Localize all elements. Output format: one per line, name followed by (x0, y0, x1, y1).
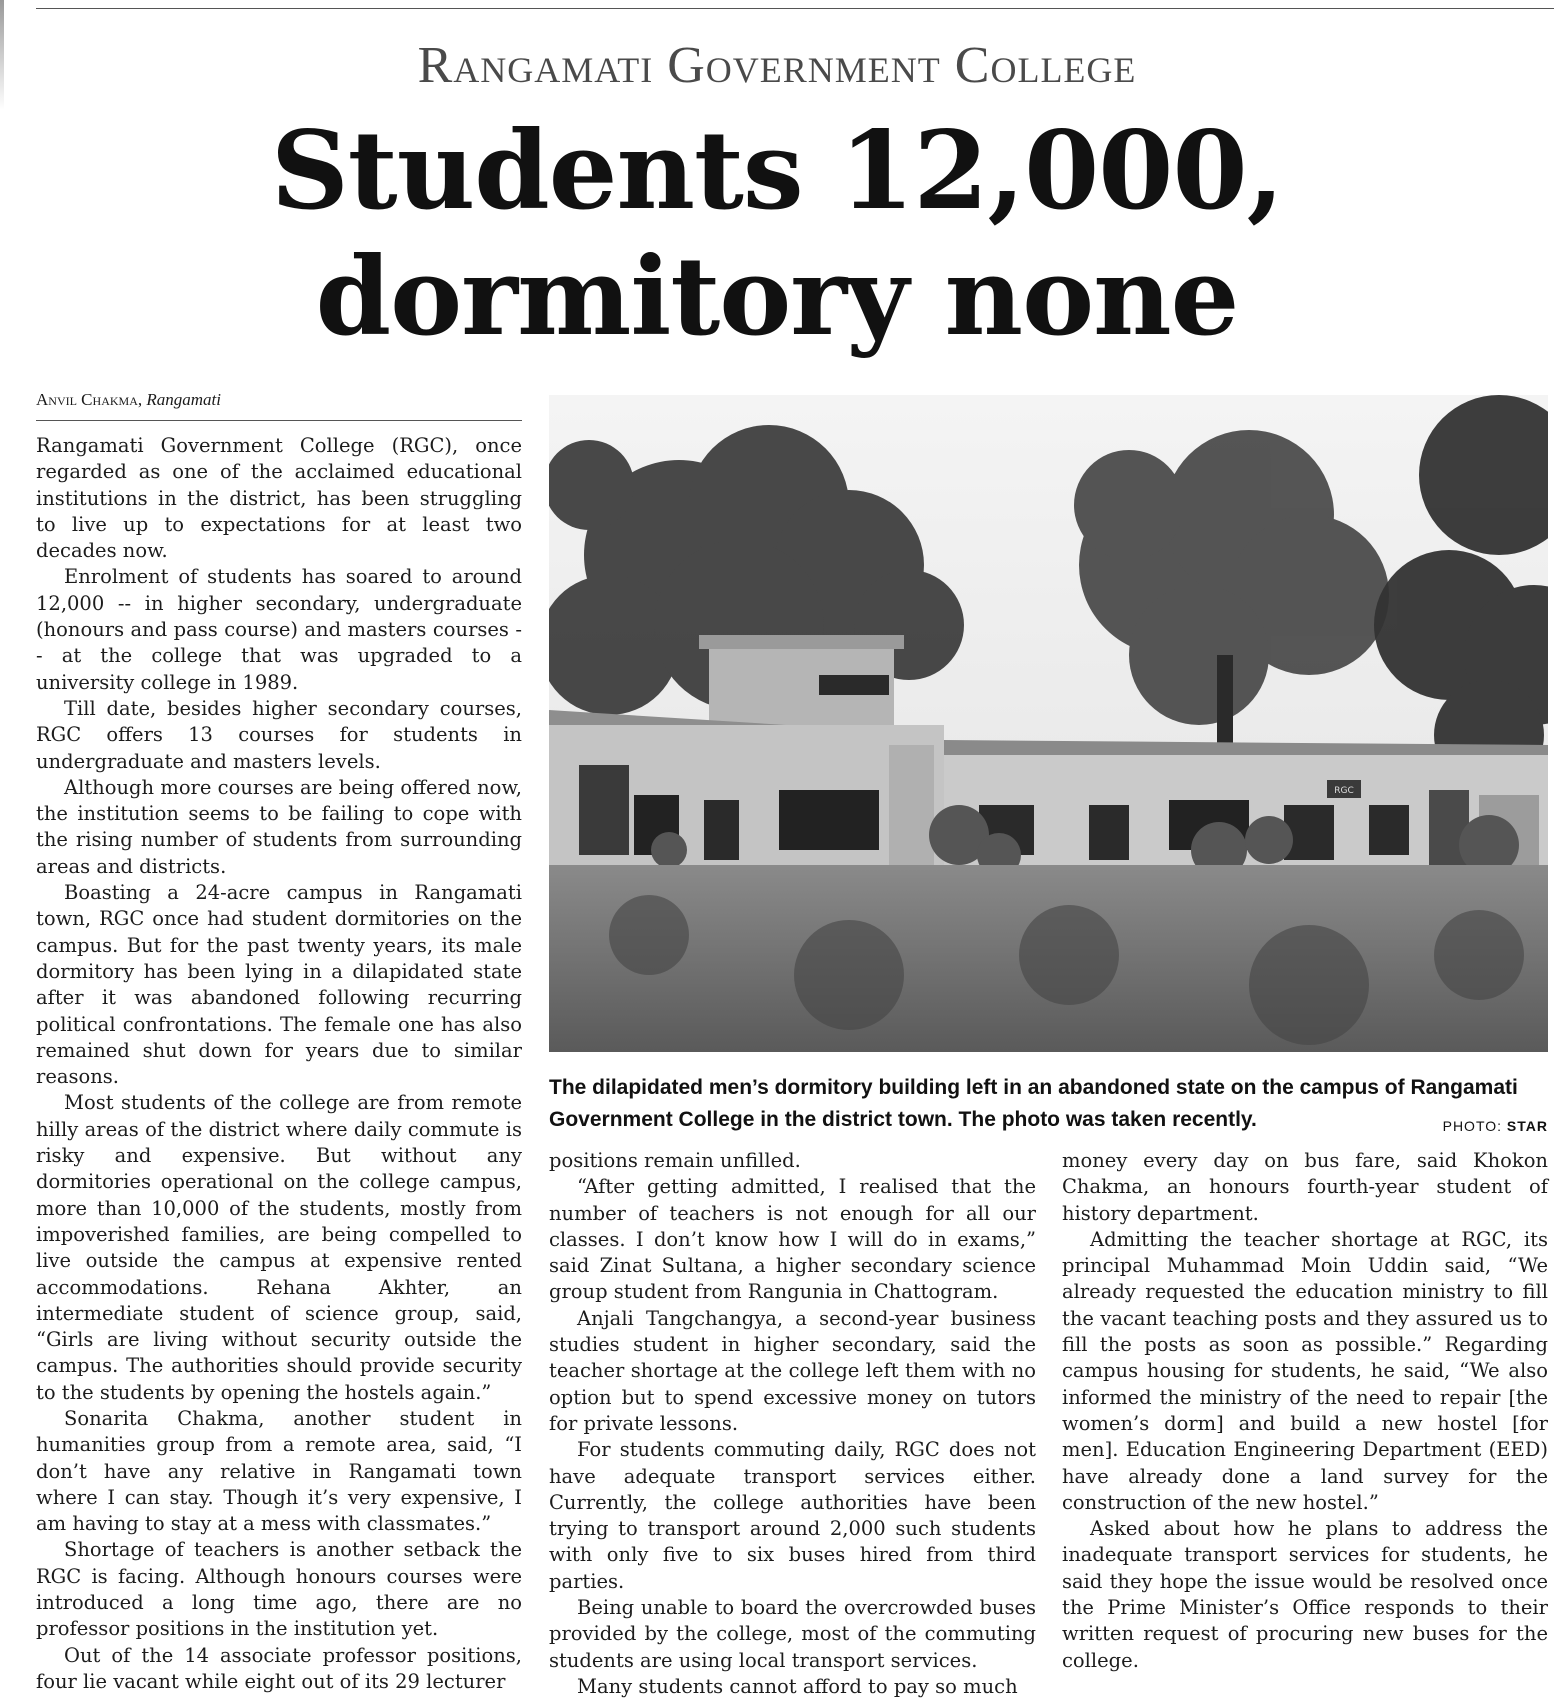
article-column-1 (36, 433, 522, 1695)
paragraph: Admitting the teacher shortage at RGC, its principal Muhammad Moin Uddin said, “We already requested the education ministry to fill the vacant teaching posts and they assured us to fill the posts as soon as possible.” Regarding campus housing for students, he said, “We also informed the ministry of the need to repair [the women’s dorm] and build a new hostel [for men]. Education Engineering Department (EED) have already done a land survey for the construction of the new hostel.” (1062, 1227, 1548, 1514)
paragraph: Sonarita Chakma, another student in humanities group from a remote area, said, “I don’t have any relative in Rangamati town where I can stay. Though it’s very expensive, I am having to stay at a mess with classmates.” (36, 1406, 522, 1536)
paragraph: Asked about how he plans to address the inadequate transport services for students, he said they hope the issue would be resolved once the Prime Minister’s Office responds to their written request of procuring new buses for the college. (1062, 1517, 1548, 1672)
headline-line-2: dormitory none (315, 234, 1239, 360)
paragraph: Although more courses are being offered now, the institution seems to be failing to cope with the rising number of students from surrounding areas and districts. (36, 775, 522, 878)
paragraph: Out of the 14 associate professor positions, four lie vacant while eight out of its 29 lecturer (36, 1643, 522, 1693)
dormitory-photo (549, 395, 1548, 1052)
photo-credit-label: PHOTO: (1442, 1118, 1503, 1134)
article-column-2 (549, 1148, 1036, 1700)
top-rule (36, 8, 1554, 9)
paragraph: Anjali Tangchangya, a second-year business studies student in higher secondary, said the teacher shortage at the college left them with no option but to spend excessive money on tutors for private lessons. (549, 1306, 1036, 1435)
byline-author: Anvil Chakma, (36, 390, 143, 409)
paragraph: Rangamati Government College (RGC), once regarded as one of the acclaimed educational institutions in the district, has been struggling to live up to expectations for at least two decades now. (36, 434, 522, 563)
caption-text: The dilapidated men’s dormitory building left in an abandoned state on the campus of Rangamati Government College in the district town. The photo was taken recently. (549, 1076, 1518, 1131)
paragraph: “After getting admitted, I realised that the number of teachers is not enough for all our classes. I don’t know how I will do in exams,” said Zinat Sultana, a higher secondary science group student from Rangunia in Chattogram. (549, 1175, 1036, 1304)
byline (36, 390, 522, 421)
dormitory-photo-illustration (549, 395, 1548, 1052)
paragraph: positions remain unfilled. (549, 1149, 801, 1172)
photo-credit-source: STAR (1506, 1118, 1548, 1134)
section-kicker: Rangamati Government College (417, 37, 1137, 94)
paragraph: Till date, besides higher secondary courses, RGC offers 13 courses for students in undergraduate and masters levels. (36, 696, 522, 773)
paragraph: Enrolment of students has soared to around 12,000 -- in higher secondary, undergraduate (honours and pass course) and masters courses -- at the college that was upgraded to a university college in 1989. (36, 565, 522, 694)
paragraph: Boasting a 24-acre campus in Rangamati town, RGC once had student dormitories on the campus. But for the past twenty years, its male dormitory has been lying in a dilapidated state after it was abandoned following recurring political confrontations. The female one has also remained shut down for years due to similar reasons. (36, 881, 522, 1089)
byline-place: Rangamati (146, 390, 221, 409)
headline-line-1: Students 12,000, (270, 108, 1284, 234)
paragraph: Most students of the college are from remote hilly areas of the district where daily commute is risky and expensive. But without any dormitories operational on the college campus, more than 10,000 of the students, mostly from impoverished families, are being compelled to live outside the campus at expensive rented accommodations. Rehana Akhter, an intermediate student of science group, said, “Girls are living without security outside the campus. The authorities should provide security to the students by opening the hostels again.” (36, 1091, 522, 1404)
paragraph: Being unable to board the overcrowded buses provided by the college, most of the commuting students are using local transport services. (549, 1596, 1036, 1672)
building-sign: RGC (1334, 786, 1354, 796)
photo-credit (1443, 1110, 1548, 1142)
paragraph: Shortage of teachers is another setback the RGC is facing. Although honours courses were introduced a long time ago, there are no professor positions in the institution yet. (36, 1538, 522, 1641)
article-column-3 (1062, 1148, 1548, 1674)
paragraph: money every day on bus fare, said Khokon Chakma, an honours fourth-year student of history department. (1062, 1149, 1548, 1225)
headline (0, 108, 1554, 360)
photo-caption (549, 1072, 1548, 1142)
paragraph: Many students cannot afford to pay so much (577, 1674, 1018, 1698)
paragraph: For students commuting daily, RGC does not have adequate transport services either. Currently, the college authorities have been trying to transport around 2,000 such students with only five to six buses hired from third parties. (549, 1438, 1036, 1593)
